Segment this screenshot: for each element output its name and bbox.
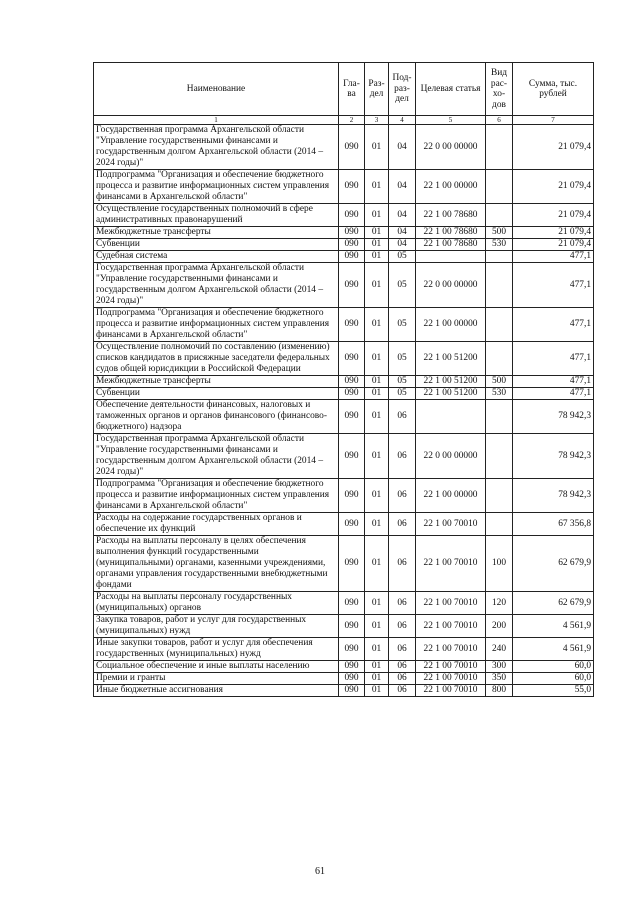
row-chapter-cell: 090 [339, 434, 365, 479]
row-section-cell: 01 [365, 388, 389, 400]
row-sum-cell: 21 079,4 [513, 204, 594, 227]
row-sum-cell: 78 942,3 [513, 400, 594, 434]
row-subsection-cell: 05 [389, 388, 416, 400]
row-expense-type-cell: 530 [486, 239, 513, 251]
table-row [94, 513, 594, 536]
row-subsection-cell: 06 [389, 638, 416, 661]
row-expense-type-cell: 240 [486, 638, 513, 661]
row-target-item-cell: 22 1 00 51200 [416, 376, 486, 388]
row-subsection-cell: 06 [389, 673, 416, 685]
row-name-cell: Субвенции [94, 239, 339, 251]
row-sum-cell: 4 561,9 [513, 638, 594, 661]
row-chapter-cell: 090 [339, 388, 365, 400]
row-sum-cell: 60,0 [513, 661, 594, 673]
table-row [94, 239, 594, 251]
row-name-cell: Осуществление полномочий по составлению (изменению) списков кандидатов в присяжные заседатели федеральных судов общей юрисдикции в Российской Федерации [94, 342, 339, 376]
table-row [94, 170, 594, 204]
row-target-item-cell: 22 1 00 70010 [416, 536, 486, 592]
row-section-cell: 01 [365, 263, 389, 308]
row-sum-cell: 477,1 [513, 251, 594, 263]
column-number: 2 [339, 116, 365, 125]
row-expense-type-cell [486, 308, 513, 342]
row-chapter-cell: 090 [339, 638, 365, 661]
row-subsection-cell: 05 [389, 342, 416, 376]
row-name-cell: Межбюджетные трансферты [94, 227, 339, 239]
column-number: 6 [486, 116, 513, 125]
row-expense-type-cell [486, 125, 513, 170]
header-expense-type: Вид рас-хо-дов [486, 63, 513, 116]
row-expense-type-cell: 200 [486, 615, 513, 638]
row-chapter-cell: 090 [339, 170, 365, 204]
row-section-cell: 01 [365, 434, 389, 479]
row-subsection-cell: 05 [389, 251, 416, 263]
row-chapter-cell: 090 [339, 615, 365, 638]
row-section-cell: 01 [365, 204, 389, 227]
table-row [94, 376, 594, 388]
row-expense-type-cell: 500 [486, 227, 513, 239]
budget-table [93, 62, 594, 697]
row-chapter-cell: 090 [339, 661, 365, 673]
row-section-cell: 01 [365, 251, 389, 263]
row-subsection-cell: 05 [389, 263, 416, 308]
row-expense-type-cell [486, 479, 513, 513]
table-row [94, 251, 594, 263]
table-row [94, 592, 594, 615]
row-section-cell: 01 [365, 536, 389, 592]
column-number: 5 [416, 116, 486, 125]
row-target-item-cell: 22 1 00 00000 [416, 170, 486, 204]
row-subsection-cell: 04 [389, 204, 416, 227]
row-sum-cell: 477,1 [513, 308, 594, 342]
row-chapter-cell: 090 [339, 536, 365, 592]
row-sum-cell: 477,1 [513, 263, 594, 308]
row-section-cell: 01 [365, 170, 389, 204]
row-section-cell: 01 [365, 638, 389, 661]
table-body [94, 125, 594, 697]
row-target-item-cell: 22 1 00 70010 [416, 638, 486, 661]
table-row [94, 536, 594, 592]
row-name-cell: Премии и гранты [94, 673, 339, 685]
row-sum-cell: 78 942,3 [513, 479, 594, 513]
row-section-cell: 01 [365, 592, 389, 615]
row-target-item-cell [416, 251, 486, 263]
row-target-item-cell: 22 1 00 70010 [416, 615, 486, 638]
row-chapter-cell: 090 [339, 376, 365, 388]
row-name-cell: Судебная система [94, 251, 339, 263]
row-target-item-cell: 22 1 00 70010 [416, 513, 486, 536]
row-sum-cell: 21 079,4 [513, 239, 594, 251]
row-chapter-cell: 090 [339, 227, 365, 239]
row-target-item-cell: 22 0 00 00000 [416, 434, 486, 479]
row-expense-type-cell: 800 [486, 685, 513, 697]
row-chapter-cell: 090 [339, 308, 365, 342]
column-number-row [94, 116, 594, 125]
column-number: 3 [365, 116, 389, 125]
row-target-item-cell: 22 1 00 70010 [416, 673, 486, 685]
table-row [94, 308, 594, 342]
row-chapter-cell: 090 [339, 239, 365, 251]
row-sum-cell: 21 079,4 [513, 227, 594, 239]
row-section-cell: 01 [365, 661, 389, 673]
row-target-item-cell: 22 1 00 70010 [416, 685, 486, 697]
row-name-cell: Социальное обеспечение и иные выплаты населению [94, 661, 339, 673]
row-chapter-cell: 090 [339, 685, 365, 697]
table-row [94, 400, 594, 434]
row-subsection-cell: 06 [389, 592, 416, 615]
row-name-cell: Расходы на выплаты персоналу государственных (муниципальных) органов [94, 592, 339, 615]
row-expense-type-cell [486, 513, 513, 536]
column-number: 4 [389, 116, 416, 125]
row-chapter-cell: 090 [339, 513, 365, 536]
row-expense-type-cell [486, 400, 513, 434]
row-target-item-cell: 22 0 00 00000 [416, 125, 486, 170]
row-section-cell: 01 [365, 227, 389, 239]
row-chapter-cell: 090 [339, 204, 365, 227]
row-expense-type-cell [486, 170, 513, 204]
table-row [94, 263, 594, 308]
table-row [94, 673, 594, 685]
row-subsection-cell: 04 [389, 239, 416, 251]
row-section-cell: 01 [365, 125, 389, 170]
row-sum-cell: 4 561,9 [513, 615, 594, 638]
row-sum-cell: 62 679,9 [513, 536, 594, 592]
row-sum-cell: 21 079,4 [513, 125, 594, 170]
row-name-cell: Иные бюджетные ассигнования [94, 685, 339, 697]
header-sum: Сумма, тыс. рублей [513, 63, 594, 116]
row-expense-type-cell: 530 [486, 388, 513, 400]
row-section-cell: 01 [365, 513, 389, 536]
row-section-cell: 01 [365, 342, 389, 376]
row-expense-type-cell: 500 [486, 376, 513, 388]
row-chapter-cell: 090 [339, 673, 365, 685]
row-name-cell: Государственная программа Архангельской области "Управление государственными финансами и государственным долгом Архангельской области (2014 – 2024 годы)" [94, 263, 339, 308]
header-name: Наименование [94, 63, 339, 116]
table-row [94, 125, 594, 170]
row-subsection-cell: 06 [389, 513, 416, 536]
header-row [94, 63, 594, 116]
row-sum-cell: 477,1 [513, 376, 594, 388]
row-expense-type-cell [486, 204, 513, 227]
table-row [94, 388, 594, 400]
row-name-cell: Обеспечение деятельности финансовых, налоговых и таможенных органов и органов финансового (финансово-бюджетного) надзора [94, 400, 339, 434]
row-name-cell: Межбюджетные трансферты [94, 376, 339, 388]
row-subsection-cell: 05 [389, 376, 416, 388]
table-row [94, 342, 594, 376]
row-chapter-cell: 090 [339, 479, 365, 513]
row-chapter-cell: 090 [339, 125, 365, 170]
row-section-cell: 01 [365, 239, 389, 251]
table-row [94, 204, 594, 227]
row-expense-type-cell: 300 [486, 661, 513, 673]
header-subsection: Под-раз-дел [389, 63, 416, 116]
header-chapter: Гла-ва [339, 63, 365, 116]
row-section-cell: 01 [365, 479, 389, 513]
row-target-item-cell: 22 1 00 78680 [416, 227, 486, 239]
row-target-item-cell: 22 1 00 78680 [416, 239, 486, 251]
document-page [93, 62, 593, 697]
row-section-cell: 01 [365, 400, 389, 434]
row-subsection-cell: 06 [389, 400, 416, 434]
row-subsection-cell: 06 [389, 536, 416, 592]
row-target-item-cell: 22 1 00 78680 [416, 204, 486, 227]
row-name-cell: Иные закупки товаров, работ и услуг для обеспечения государственных (муниципальных) нужд [94, 638, 339, 661]
row-target-item-cell: 22 1 00 70010 [416, 661, 486, 673]
row-expense-type-cell [486, 251, 513, 263]
row-chapter-cell: 090 [339, 342, 365, 376]
row-section-cell: 01 [365, 376, 389, 388]
row-expense-type-cell: 350 [486, 673, 513, 685]
row-sum-cell: 62 679,9 [513, 592, 594, 615]
row-target-item-cell: 22 1 00 00000 [416, 308, 486, 342]
row-subsection-cell: 06 [389, 479, 416, 513]
row-sum-cell: 21 079,4 [513, 170, 594, 204]
row-sum-cell: 55,0 [513, 685, 594, 697]
row-name-cell: Осуществление государственных полномочий в сфере административных правонарушений [94, 204, 339, 227]
row-chapter-cell: 090 [339, 263, 365, 308]
row-target-item-cell: 22 1 00 51200 [416, 388, 486, 400]
row-name-cell: Подпрограмма "Организация и обеспечение бюджетного процесса и развитие информационных систем управления финансами в Архангельской области" [94, 170, 339, 204]
table-row [94, 434, 594, 479]
header-target-item: Целевая статья [416, 63, 486, 116]
table-row [94, 638, 594, 661]
row-expense-type-cell: 120 [486, 592, 513, 615]
row-section-cell: 01 [365, 673, 389, 685]
row-expense-type-cell [486, 434, 513, 479]
page-number: 61 [315, 866, 325, 877]
row-name-cell: Подпрограмма "Организация и обеспечение бюджетного процесса и развитие информационных систем управления финансами в Архангельской области" [94, 308, 339, 342]
row-expense-type-cell [486, 263, 513, 308]
row-sum-cell: 67 356,8 [513, 513, 594, 536]
row-target-item-cell: 22 1 00 70010 [416, 592, 486, 615]
row-target-item-cell: 22 1 00 51200 [416, 342, 486, 376]
header-section: Раз-дел [365, 63, 389, 116]
row-expense-type-cell [486, 342, 513, 376]
row-section-cell: 01 [365, 308, 389, 342]
row-name-cell: Подпрограмма "Организация и обеспечение бюджетного процесса и развитие информационных систем управления финансами в Архангельской области" [94, 479, 339, 513]
row-subsection-cell: 04 [389, 170, 416, 204]
row-chapter-cell: 090 [339, 400, 365, 434]
row-subsection-cell: 06 [389, 615, 416, 638]
row-target-item-cell [416, 400, 486, 434]
row-sum-cell: 60,0 [513, 673, 594, 685]
row-chapter-cell: 090 [339, 251, 365, 263]
row-expense-type-cell: 100 [486, 536, 513, 592]
row-name-cell: Государственная программа Архангельской области "Управление государственными финансами и государственным долгом Архангельской области (2014 – 2024 годы)" [94, 125, 339, 170]
row-target-item-cell: 22 1 00 00000 [416, 479, 486, 513]
table-row [94, 227, 594, 239]
row-sum-cell: 78 942,3 [513, 434, 594, 479]
table-row [94, 661, 594, 673]
row-subsection-cell: 06 [389, 661, 416, 673]
row-subsection-cell: 04 [389, 227, 416, 239]
table-row [94, 479, 594, 513]
row-sum-cell: 477,1 [513, 388, 594, 400]
row-name-cell: Расходы на содержание государственных органов и обеспечение их функций [94, 513, 339, 536]
row-subsection-cell: 06 [389, 434, 416, 479]
row-section-cell: 01 [365, 685, 389, 697]
column-number: 7 [513, 116, 594, 125]
row-name-cell: Субвенции [94, 388, 339, 400]
row-subsection-cell: 05 [389, 308, 416, 342]
row-name-cell: Расходы на выплаты персоналу в целях обеспечения выполнения функций государственными (муниципальными) органами, казенными учреждениями, органами управления государственными внебюджетными фондами [94, 536, 339, 592]
row-chapter-cell: 090 [339, 592, 365, 615]
table-row [94, 685, 594, 697]
row-target-item-cell: 22 0 00 00000 [416, 263, 486, 308]
row-subsection-cell: 06 [389, 685, 416, 697]
column-number: 1 [94, 116, 339, 125]
row-subsection-cell: 04 [389, 125, 416, 170]
table-row [94, 615, 594, 638]
row-name-cell: Государственная программа Архангельской области "Управление государственными финансами и государственным долгом Архангельской области (2014 – 2024 годы)" [94, 434, 339, 479]
row-sum-cell: 477,1 [513, 342, 594, 376]
row-section-cell: 01 [365, 615, 389, 638]
row-name-cell: Закупка товаров, работ и услуг для государственных (муниципальных) нужд [94, 615, 339, 638]
